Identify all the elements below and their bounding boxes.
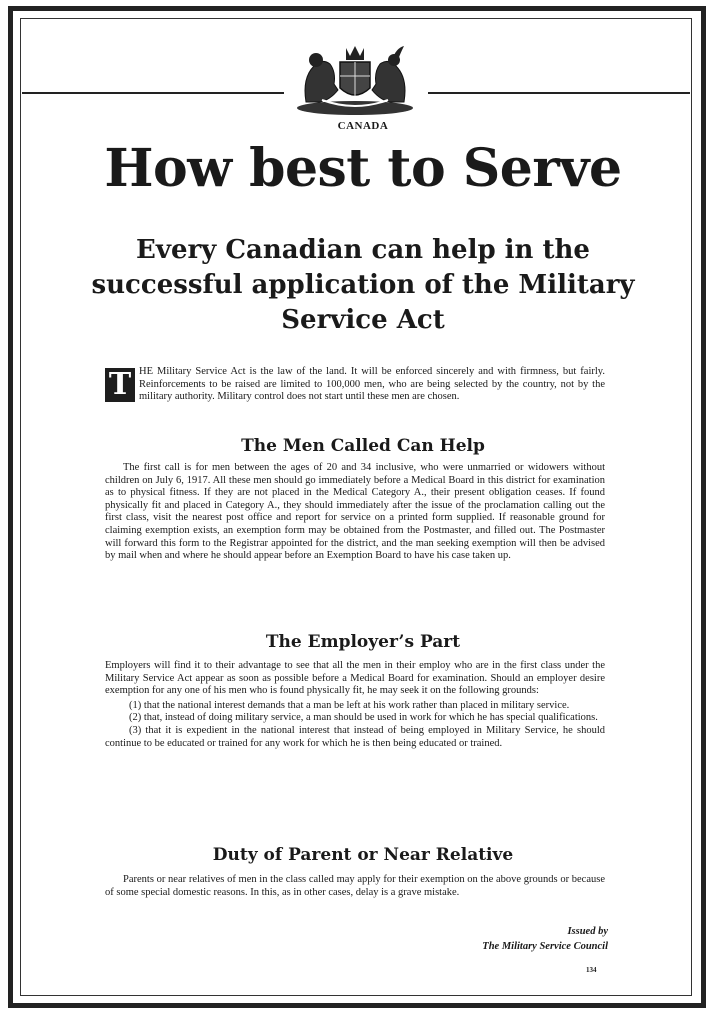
- section-title-employers-part: The Employer’s Part: [265, 632, 461, 652]
- intro-text: HE Military Service Act is the law of the land. It will be enforced sincerely and with firmness, but fairly. Reinforcements to be raised are limited to 100,000 men, who are being selected by the country, not by the military authority. Military control does not start until these men are chosen.: [139, 366, 605, 403]
- country-label: CANADA: [337, 120, 389, 132]
- ground-item: (1) that the national interest demands that a man be left at his work rather than placed in military service.: [129, 699, 570, 711]
- headline: How best to Serve: [104, 138, 622, 199]
- issued-by: [380, 924, 608, 954]
- drop-cap: T: [105, 368, 135, 402]
- header-rule-right: [428, 92, 690, 94]
- subheadline: Every Canadian can help in the successful application of the Military Service Act: [91, 235, 635, 335]
- issuer-name: The Military Service Council: [482, 941, 608, 952]
- section-parent-relative: [105, 874, 605, 899]
- section-title-parent-relative: Duty of Parent or Near Relative: [212, 845, 514, 865]
- ground-item: (3) that it is expedient in the national interest that instead of being employed in Military Service, he should continue to be educated or trained for any work for which he is then being educated or trained.: [105, 724, 605, 749]
- ad-code: 134: [586, 966, 597, 974]
- grounds-list: [105, 700, 605, 750]
- issued-by-label: Issued by: [567, 926, 608, 937]
- royal-arms-crest: [292, 38, 418, 118]
- intro-paragraph: [105, 366, 605, 404]
- section-title-men-called: The Men Called Can Help: [241, 436, 485, 456]
- ground-item: (2) that, instead of doing military service, a man should be used in work for which he has special qualifications.: [129, 712, 598, 724]
- section-employers-part: [105, 660, 605, 750]
- header-rule-left: [22, 92, 284, 94]
- section-parent-relative-text: Parents or near relatives of men in the class called may apply for their exemption on the above grounds or because of some special domestic reasons. In this, as in other cases, delay is a grave mistake.: [105, 874, 605, 898]
- section-men-called-text: The first call is for men between the ages of 20 and 34 inclusive, who were unmarried or widowers without children on July 6, 1917. All these men should go immediately before a Medical Board in this district for examination as to physical fitness. If they are not placed in the Medical Category A., their present obligation ceases. If found physically fit and placed in Category A., they should immediately after the issue of the proclamation calling out the first class, visit the nearest post office and report for service on a printed form supplied. If reasonable ground for claiming exemption exists, an exemption form may be obtained from the Postmaster, and filled out. The Postmaster will forward this form to the Registrar appointed for the district, and the man seeking exemption will then be advised by mail when and where he should appear before an Exemption Board to have his case taken up.: [105, 462, 605, 562]
- section-men-called: [105, 462, 605, 563]
- section-employers-part-text: Employers will find it to their advantage to see that all the men in their employ who are in the first class under the Military Service Act appear as soon as possible before a Medical Board for examination. Should an employer desire exemption for any one of his men who is found physically fit, he may seek it on the following grounds:: [105, 660, 605, 697]
